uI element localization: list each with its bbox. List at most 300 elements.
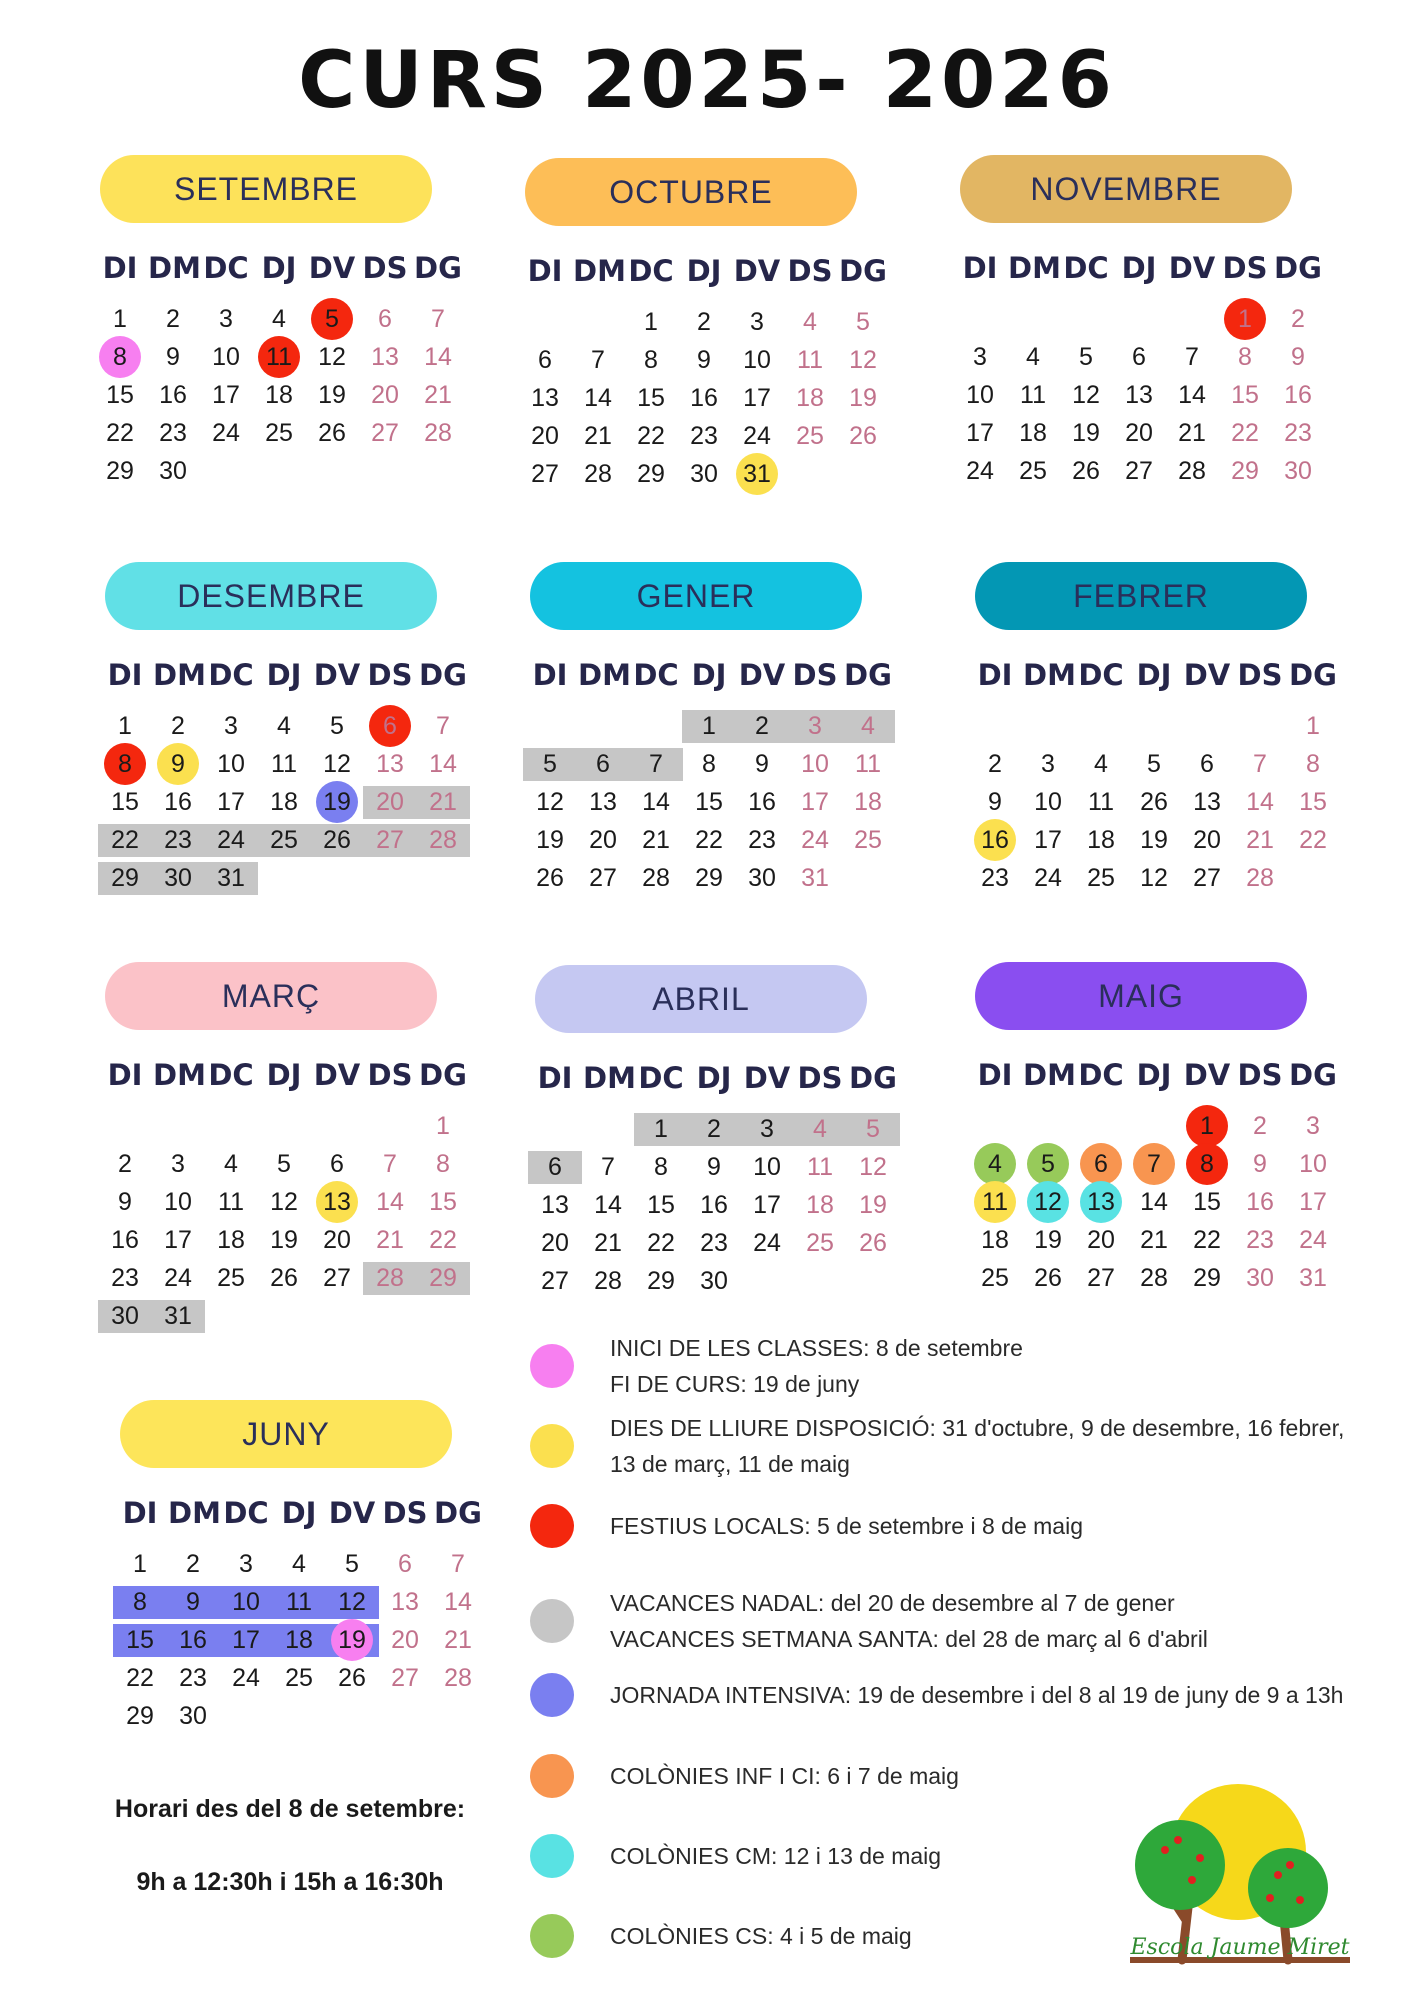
day-cell: 10 — [232, 1588, 260, 1616]
day-cell: 11 — [855, 750, 881, 778]
day-cell: 24 — [212, 419, 240, 447]
day-cell: 25 — [854, 826, 882, 854]
day-cell: 8 — [1238, 343, 1252, 371]
legend-text: COLÒNIES CM: 12 i 13 de maig — [610, 1843, 942, 1869]
day-cell: 4 — [813, 1115, 827, 1143]
day-cell: 2 — [1291, 305, 1305, 333]
day-cell: 15 — [1299, 788, 1327, 816]
day-cell: 5 — [856, 308, 870, 336]
day-cell: 16 — [1246, 1188, 1274, 1216]
day-cell: 1 — [133, 1550, 147, 1578]
day-cell: 11 — [266, 343, 292, 371]
day-cell: 27 — [323, 1264, 351, 1292]
day-cell: 17 — [966, 419, 994, 447]
day-cell: 12 — [270, 1188, 298, 1216]
day-cell: 23 — [159, 419, 187, 447]
day-cell: 23 — [164, 826, 192, 854]
day-cell: 13 — [589, 788, 617, 816]
weekday-header: DJ — [266, 658, 302, 692]
weekday-header: DG — [844, 658, 892, 692]
legend-color-dot — [530, 1599, 574, 1643]
day-cell: 9 — [697, 346, 711, 374]
day-cell: 7 — [1185, 343, 1199, 371]
weekday-header: DS — [362, 251, 408, 285]
day-cell: 6 — [1094, 1150, 1108, 1178]
day-cell: 7 — [436, 712, 450, 740]
weekday-header: DG — [849, 1061, 897, 1095]
day-cell: 30 — [164, 864, 192, 892]
legend-text: COLÒNIES INF I CI: 6 i 7 de maig — [610, 1763, 959, 1789]
day-cell: 24 — [801, 826, 829, 854]
day-cell: 27 — [371, 419, 399, 447]
day-cell: 12 — [323, 750, 351, 778]
day-cell: 4 — [861, 712, 875, 740]
weekday-header: DM — [1023, 1058, 1076, 1092]
legend-text: INICI DE LES CLASSES: 8 de setembre — [610, 1335, 1023, 1361]
month-title: NOVEMBRE — [960, 155, 1292, 223]
weekday-header: DI — [977, 1058, 1013, 1092]
day-cell: 28 — [1246, 864, 1274, 892]
weekday-header: DC — [203, 251, 249, 285]
day-cell: 20 — [1193, 826, 1221, 854]
day-cell: 24 — [217, 826, 245, 854]
weekday-header: DS — [1237, 1058, 1283, 1092]
day-cell: 17 — [801, 788, 829, 816]
day-cell: 23 — [748, 826, 776, 854]
day-cell: 1 — [113, 305, 127, 333]
day-cell: 13 — [1125, 381, 1153, 409]
day-cell: 16 — [748, 788, 776, 816]
day-cell: 3 — [224, 712, 238, 740]
day-cell: 17 — [217, 788, 245, 816]
day-cell: 3 — [1041, 750, 1055, 778]
day-cell: 25 — [265, 419, 293, 447]
day-cell: 29 — [647, 1267, 675, 1295]
day-cell: 5 — [1147, 750, 1161, 778]
day-cell: 11 — [286, 1588, 312, 1616]
day-cell: 31 — [217, 864, 245, 892]
day-cell: 12 — [1140, 864, 1168, 892]
day-cell: 19 — [1140, 826, 1168, 854]
day-cell: 8 — [1200, 1150, 1214, 1178]
legend-color-dot — [530, 1344, 574, 1388]
day-cell: 5 — [345, 1550, 359, 1578]
weekday-header: DS — [1222, 251, 1268, 285]
day-cell: 27 — [1193, 864, 1221, 892]
day-cell: 7 — [431, 305, 445, 333]
weekday-header: DM — [573, 254, 626, 288]
day-cell: 20 — [371, 381, 399, 409]
day-cell: 15 — [429, 1188, 457, 1216]
day-cell: 26 — [318, 419, 346, 447]
day-cell: 2 — [755, 712, 769, 740]
day-cell: 17 — [743, 384, 771, 412]
day-cell: 11 — [1088, 788, 1114, 816]
day-cell: 26 — [849, 422, 877, 450]
day-cell: 29 — [126, 1702, 154, 1730]
day-cell: 29 — [695, 864, 723, 892]
day-cell: 7 — [649, 750, 663, 778]
weekday-header: DV — [328, 1496, 376, 1530]
day-cell: 5 — [1041, 1150, 1055, 1178]
day-cell: 29 — [106, 457, 134, 485]
day-cell: 19 — [318, 381, 346, 409]
day-cell: 27 — [376, 826, 404, 854]
day-cell: 9 — [1253, 1150, 1267, 1178]
day-cell: 2 — [186, 1550, 200, 1578]
legend-color-dot — [530, 1914, 574, 1958]
day-cell: 17 — [232, 1626, 260, 1654]
day-cell: 16 — [700, 1191, 728, 1219]
day-cell: 15 — [1231, 381, 1259, 409]
day-cell: 18 — [1019, 419, 1047, 447]
day-cell: 27 — [1125, 457, 1153, 485]
day-cell: 1 — [436, 1112, 450, 1140]
day-cell: 22 — [106, 419, 134, 447]
day-cell: 6 — [330, 1150, 344, 1178]
day-cell: 2 — [171, 712, 185, 740]
day-cell: 14 — [424, 343, 452, 371]
day-cell: 31 — [164, 1302, 192, 1330]
weekday-header: DI — [977, 658, 1013, 692]
weekday-header: DG — [1289, 1058, 1337, 1092]
day-cell: 13 — [371, 343, 399, 371]
day-cell: 6 — [378, 305, 392, 333]
day-cell: 27 — [531, 460, 559, 488]
day-cell: 1 — [644, 308, 658, 336]
weekday-header: DJ — [266, 1058, 302, 1092]
day-cell: 11 — [271, 750, 297, 778]
day-cell: 28 — [424, 419, 452, 447]
weekday-header: DV — [313, 1058, 361, 1092]
weekday-header: DI — [107, 658, 143, 692]
day-cell: 13 — [323, 1188, 351, 1216]
day-cell: 28 — [594, 1267, 622, 1295]
weekday-header: DS — [792, 658, 838, 692]
legend-text: 13 de març, 11 de maig — [610, 1451, 850, 1477]
day-cell: 5 — [866, 1115, 880, 1143]
legend-text: VACANCES SETMANA SANTA: del 28 de març al 6 d'abril — [610, 1626, 1208, 1652]
day-cell: 15 — [695, 788, 723, 816]
weekday-header: DV — [308, 251, 356, 285]
day-cell: 3 — [1306, 1112, 1320, 1140]
day-cell: 23 — [700, 1229, 728, 1257]
day-cell: 28 — [444, 1664, 472, 1692]
weekday-header: DI — [107, 1058, 143, 1092]
legend-color-dot — [530, 1504, 574, 1548]
day-cell: 9 — [707, 1153, 721, 1181]
schedule-title: Horari des del 8 de setembre: — [114, 1795, 466, 1823]
legend-color-dot — [530, 1424, 574, 1468]
day-cell: 29 — [637, 460, 665, 488]
legend-text: DIES DE LLIURE DISPOSICIÓ: 31 d'octubre, 9 de desembre, 16 febrer, — [610, 1415, 1345, 1441]
day-cell: 14 — [1246, 788, 1274, 816]
day-cell: 16 — [981, 826, 1009, 854]
day-cell: 6 — [596, 750, 610, 778]
weekday-header: DC — [223, 1496, 269, 1530]
day-cell: 9 — [988, 788, 1002, 816]
weekday-header: DS — [367, 1058, 413, 1092]
day-cell: 6 — [1132, 343, 1146, 371]
day-cell: 24 — [1034, 864, 1062, 892]
month-title: FEBRER — [975, 562, 1307, 630]
day-cell: 4 — [292, 1550, 306, 1578]
day-cell: 10 — [164, 1188, 192, 1216]
day-cell: 18 — [854, 788, 882, 816]
day-cell: 11 — [1020, 381, 1046, 409]
day-cell: 2 — [1253, 1112, 1267, 1140]
day-cell: 18 — [796, 384, 824, 412]
day-cell: 3 — [219, 305, 233, 333]
day-cell: 12 — [849, 346, 877, 374]
day-cell: 30 — [690, 460, 718, 488]
day-cell: 22 — [647, 1229, 675, 1257]
day-cell: 14 — [376, 1188, 404, 1216]
day-cell: 26 — [1140, 788, 1168, 816]
day-cell: 13 — [1193, 788, 1221, 816]
weekday-header: DJ — [691, 658, 727, 692]
day-cell: 13 — [376, 750, 404, 778]
weekday-header: DG — [1289, 658, 1337, 692]
day-cell: 22 — [111, 826, 139, 854]
weekday-header: DM — [578, 658, 631, 692]
day-cell: 7 — [591, 346, 605, 374]
weekday-header: DS — [787, 254, 833, 288]
day-cell: 25 — [1087, 864, 1115, 892]
day-cell: 17 — [212, 381, 240, 409]
day-cell: 4 — [1026, 343, 1040, 371]
day-cell: 14 — [1178, 381, 1206, 409]
day-cell: 4 — [1094, 750, 1108, 778]
day-cell: 25 — [270, 826, 298, 854]
day-cell: 1 — [654, 1115, 668, 1143]
day-cell: 26 — [338, 1664, 366, 1692]
month-title: GENER — [530, 562, 862, 630]
weekday-header: DV — [743, 1061, 791, 1095]
day-cell: 16 — [690, 384, 718, 412]
day-cell: 15 — [106, 381, 134, 409]
day-cell: 4 — [803, 308, 817, 336]
day-cell: 20 — [391, 1626, 419, 1654]
day-cell: 9 — [186, 1588, 200, 1616]
day-cell: 8 — [1306, 750, 1320, 778]
day-cell: 23 — [690, 422, 718, 450]
day-cell: 28 — [1178, 457, 1206, 485]
day-cell: 5 — [330, 712, 344, 740]
day-cell: 26 — [859, 1229, 887, 1257]
weekday-header: DJ — [1136, 1058, 1172, 1092]
day-cell: 27 — [391, 1664, 419, 1692]
weekday-header: DC — [628, 254, 674, 288]
day-cell: 24 — [1299, 1226, 1327, 1254]
day-cell: 8 — [654, 1153, 668, 1181]
day-cell: 21 — [642, 826, 670, 854]
legend-text: FESTIUS LOCALS: 5 de setembre i 8 de maig — [610, 1513, 1083, 1539]
day-cell: 11 — [807, 1153, 833, 1181]
weekday-header: DC — [1078, 658, 1124, 692]
day-cell: 21 — [584, 422, 612, 450]
day-cell: 21 — [1246, 826, 1274, 854]
weekday-header: DI — [537, 1061, 573, 1095]
day-cell: 20 — [589, 826, 617, 854]
schedule-hours: 9h a 12:30h i 15h a 16:30h — [136, 1868, 444, 1896]
day-cell: 24 — [743, 422, 771, 450]
weekday-header: DM — [148, 251, 201, 285]
day-cell: 12 — [338, 1588, 366, 1616]
day-cell: 19 — [323, 788, 351, 816]
day-cell: 10 — [1299, 1150, 1327, 1178]
weekday-header: DC — [208, 658, 254, 692]
day-cell: 30 — [748, 864, 776, 892]
weekday-header: DC — [638, 1061, 684, 1095]
day-cell: 29 — [429, 1264, 457, 1292]
day-cell: 10 — [753, 1153, 781, 1181]
weekday-header: DI — [532, 658, 568, 692]
weekday-header: DC — [1063, 251, 1109, 285]
weekday-header: DS — [382, 1496, 428, 1530]
day-cell: 9 — [118, 1188, 132, 1216]
day-cell: 8 — [118, 750, 132, 778]
day-cell: 8 — [133, 1588, 147, 1616]
day-cell: 6 — [548, 1153, 562, 1181]
day-cell: 1 — [118, 712, 132, 740]
day-cell: 21 — [424, 381, 452, 409]
weekday-header: DI — [962, 251, 998, 285]
month-title: OCTUBRE — [525, 158, 857, 226]
day-cell: 11 — [982, 1188, 1008, 1216]
day-cell: 14 — [584, 384, 612, 412]
day-cell: 13 — [1087, 1188, 1115, 1216]
day-cell: 14 — [429, 750, 457, 778]
day-cell: 1 — [702, 712, 716, 740]
weekday-header: DM — [1008, 251, 1061, 285]
day-cell: 24 — [753, 1229, 781, 1257]
weekday-header: DJ — [1121, 251, 1157, 285]
day-cell: 8 — [436, 1150, 450, 1178]
day-cell: 28 — [642, 864, 670, 892]
weekday-header: DJ — [686, 254, 722, 288]
day-cell: 12 — [318, 343, 346, 371]
month-title: DESEMBRE — [105, 562, 437, 630]
day-cell: 22 — [126, 1664, 154, 1692]
day-cell: 15 — [647, 1191, 675, 1219]
day-cell: 8 — [702, 750, 716, 778]
day-cell: 27 — [541, 1267, 569, 1295]
day-cell: 1 — [1200, 1112, 1214, 1140]
day-cell: 20 — [1125, 419, 1153, 447]
day-cell: 25 — [217, 1264, 245, 1292]
weekday-header: DC — [1078, 1058, 1124, 1092]
weekday-header: DI — [102, 251, 138, 285]
day-cell: 28 — [1140, 1264, 1168, 1292]
day-cell: 9 — [171, 750, 185, 778]
day-cell: 15 — [126, 1626, 154, 1654]
month-title: JUNY — [120, 1400, 452, 1468]
day-cell: 24 — [966, 457, 994, 485]
day-cell: 3 — [239, 1550, 253, 1578]
weekday-header: DG — [434, 1496, 482, 1530]
day-cell: 2 — [988, 750, 1002, 778]
day-cell: 19 — [1034, 1226, 1062, 1254]
day-cell: 12 — [1072, 381, 1100, 409]
day-cell: 18 — [217, 1226, 245, 1254]
day-cell: 2 — [707, 1115, 721, 1143]
day-cell: 13 — [541, 1191, 569, 1219]
legend-color-dot — [530, 1673, 574, 1717]
month-title: MARÇ — [105, 962, 437, 1030]
day-cell: 3 — [750, 308, 764, 336]
day-cell: 22 — [695, 826, 723, 854]
day-cell: 25 — [796, 422, 824, 450]
month-title: MAIG — [975, 962, 1307, 1030]
day-cell: 9 — [166, 343, 180, 371]
day-cell: 12 — [536, 788, 564, 816]
day-cell: 9 — [755, 750, 769, 778]
day-cell: 29 — [111, 864, 139, 892]
day-cell: 20 — [1087, 1226, 1115, 1254]
day-cell: 10 — [217, 750, 245, 778]
day-cell: 19 — [270, 1226, 298, 1254]
weekday-header: DJ — [1136, 658, 1172, 692]
weekday-header: DS — [1237, 658, 1283, 692]
weekday-header: DM — [153, 658, 206, 692]
day-cell: 18 — [981, 1226, 1009, 1254]
weekday-header: DC — [208, 1058, 254, 1092]
day-cell: 10 — [212, 343, 240, 371]
legend-text: FI DE CURS: 19 de juny — [610, 1371, 860, 1397]
weekday-header: DC — [633, 658, 679, 692]
day-cell: 18 — [806, 1191, 834, 1219]
day-cell: 28 — [376, 1264, 404, 1292]
weekday-header: DM — [168, 1496, 221, 1530]
day-cell: 1 — [1238, 305, 1252, 333]
day-cell: 4 — [224, 1150, 238, 1178]
day-cell: 17 — [1034, 826, 1062, 854]
day-cell: 15 — [111, 788, 139, 816]
day-cell: 21 — [376, 1226, 404, 1254]
day-cell: 10 — [743, 346, 771, 374]
legend-text: JORNADA INTENSIVA: 19 de desembre i del 8 al 19 de juny de 9 a 13h — [610, 1682, 1344, 1708]
day-cell: 3 — [171, 1150, 185, 1178]
day-cell: 7 — [451, 1550, 465, 1578]
day-cell: 10 — [966, 381, 994, 409]
weekday-header: DG — [1274, 251, 1322, 285]
day-cell: 22 — [1299, 826, 1327, 854]
day-cell: 2 — [697, 308, 711, 336]
day-cell: 1 — [1306, 712, 1320, 740]
day-cell: 20 — [323, 1226, 351, 1254]
weekday-header: DM — [1023, 658, 1076, 692]
day-cell: 23 — [111, 1264, 139, 1292]
day-cell: 30 — [179, 1702, 207, 1730]
day-cell: 17 — [164, 1226, 192, 1254]
day-cell: 24 — [232, 1664, 260, 1692]
weekday-header: DG — [414, 251, 462, 285]
day-cell: 4 — [277, 712, 291, 740]
day-cell: 25 — [1019, 457, 1047, 485]
day-cell: 20 — [376, 788, 404, 816]
weekday-header: DV — [1168, 251, 1216, 285]
day-cell: 15 — [637, 384, 665, 412]
day-cell: 21 — [594, 1229, 622, 1257]
day-cell: 18 — [285, 1626, 313, 1654]
day-cell: 7 — [601, 1153, 615, 1181]
weekday-header: DJ — [261, 251, 297, 285]
day-cell: 7 — [383, 1150, 397, 1178]
day-cell: 26 — [270, 1264, 298, 1292]
day-cell: 21 — [1178, 419, 1206, 447]
weekday-header: DI — [527, 254, 563, 288]
